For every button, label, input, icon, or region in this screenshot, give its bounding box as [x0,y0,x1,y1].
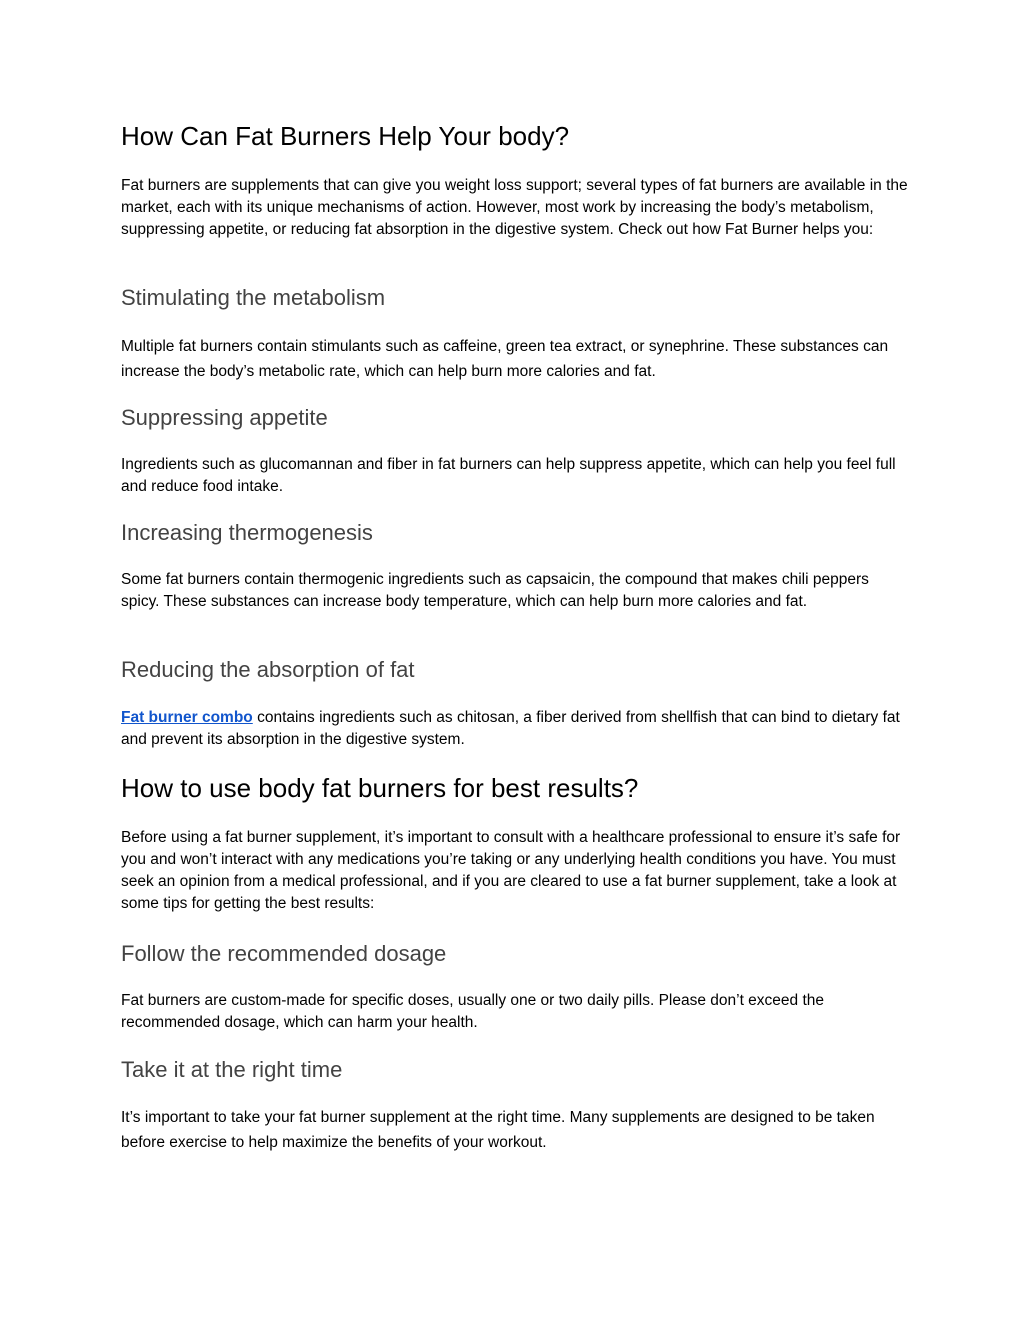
heading-fat-burners-help: How Can Fat Burners Help Your body? [121,121,570,151]
paragraph-metabolism: Multiple fat burners contain stimulants such as caffeine, green tea extract, or synephrine. These substances can increase the body’s metabolic rate, which can help burn more calories and fat. [121,338,889,380]
fat-burner-combo-link[interactable]: Fat burner combo [121,709,253,726]
heading-increasing-thermogenesis: Increasing thermogenesis [121,520,373,545]
heading-how-to-use: How to use body fat burners for best results? [121,773,639,803]
paragraph-intro: Fat burners are supplements that can give you weight loss support; several types of fat burners are available in the market, each with its unique mechanisms of action. However, most work by increasing the body’s metabolism, suppressing appetite, or reducing fat absorption in the digestive system. Check out how Fat Burner helps you: [121,177,908,238]
heading-suppressing-appetite: Suppressing appetite [121,405,328,430]
paragraph-timing: It’s important to take your fat burner supplement at the right time. Many supplements are designed to be taken before exercise to help maximize the benefits of your workout. [121,1109,875,1151]
heading-reducing-absorption: Reducing the absorption of fat [121,657,415,682]
paragraph-absorption-text: contains ingredients such as chitosan, a fiber derived from shellfish that can bind to dietary fat and prevent its absorption in the digestive system. [121,709,900,748]
heading-stimulating-metabolism: Stimulating the metabolism [121,285,386,310]
heading-recommended-dosage: Follow the recommended dosage [121,941,447,966]
paragraph-thermogenesis: Some fat burners contain thermogenic ingredients such as capsaicin, the compound that makes chili peppers spicy. These substances can increase body temperature, which can help burn more calories and fat. [121,571,869,610]
paragraph-absorption [121,707,911,751]
paragraph-appetite: Ingredients such as glucomannan and fiber in fat burners can help suppress appetite, which can help you feel full and reduce food intake. [121,456,896,495]
paragraph-how-to-use: Before using a fat burner supplement, it’s important to consult with a healthcare professional to ensure it’s safe for you and won’t interact with any medications you’re taking or any underlying health conditions you have. You must seek an opinion from a medical professional, and if you are cleared to use a fat burner supplement, take a look at some tips for getting the best results: [121,829,901,912]
heading-right-time: Take it at the right time [121,1057,343,1082]
paragraph-dosage: Fat burners are custom-made for specific doses, usually one or two daily pills. Please don’t exceed the recommended dosage, which can harm your health. [121,992,825,1031]
